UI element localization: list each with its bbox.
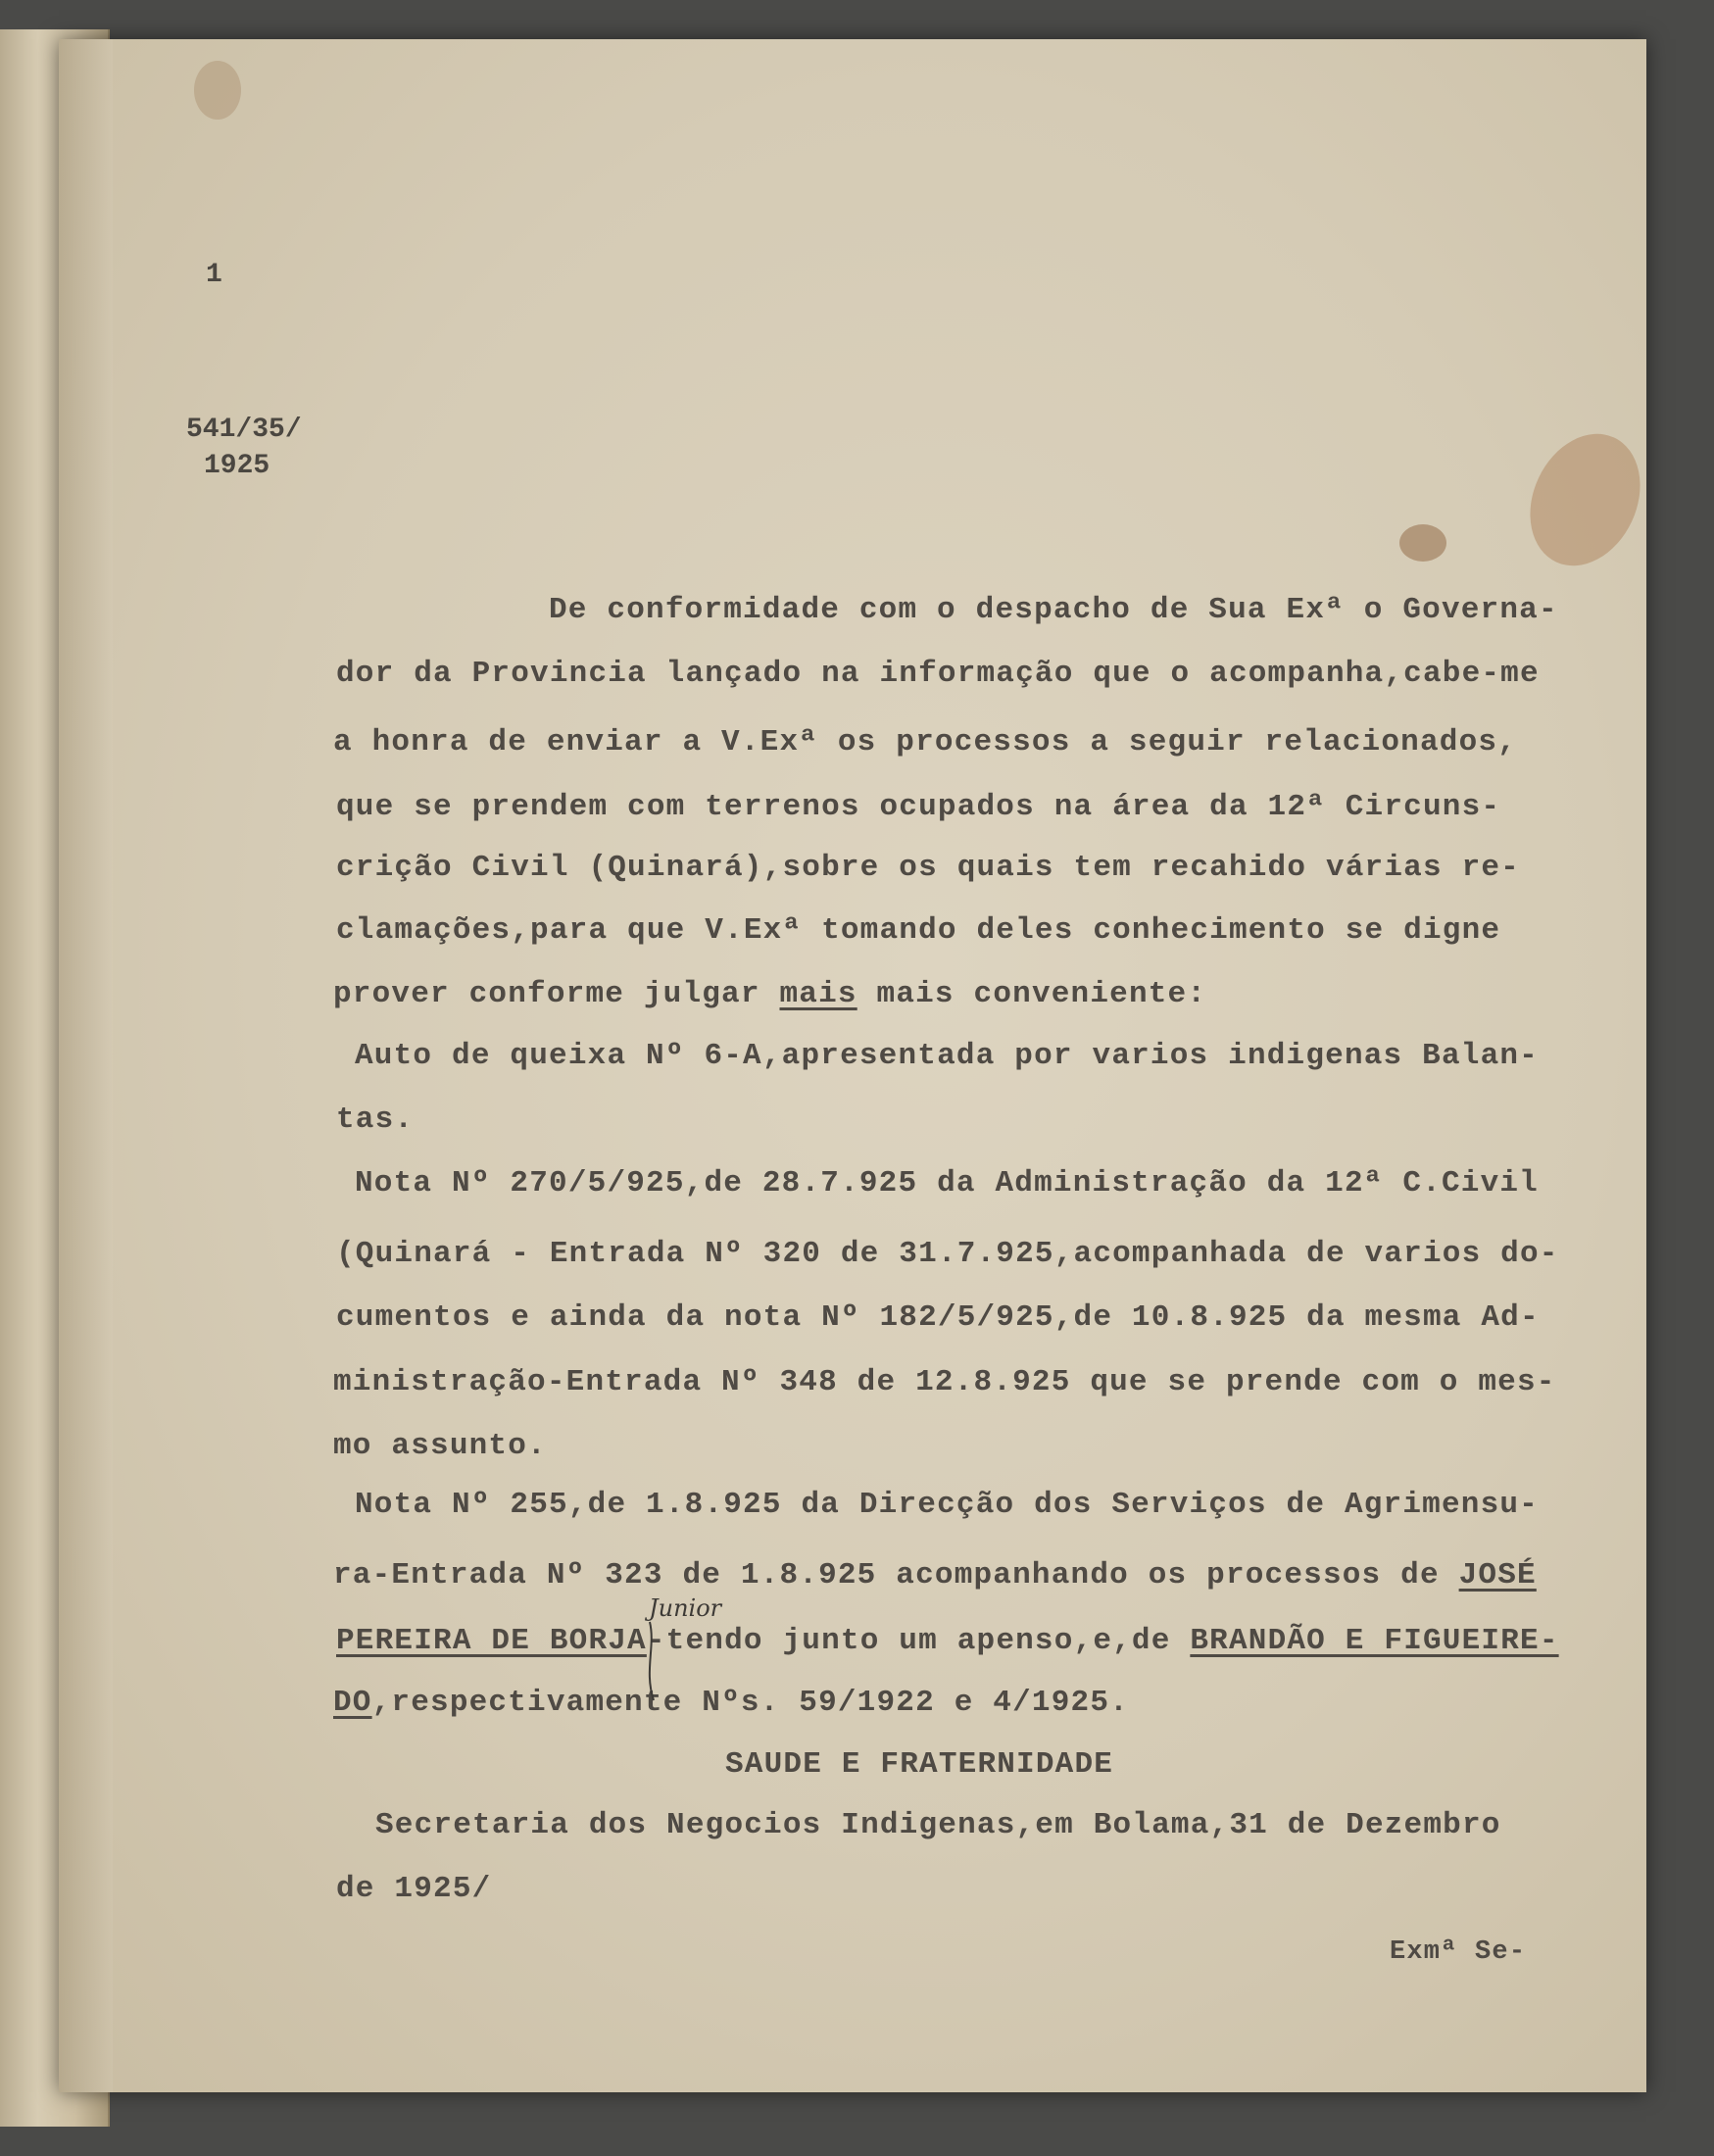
text-line [336, 1624, 1559, 1658]
stain-top-left [194, 61, 241, 120]
reference-year: 1925 [204, 451, 270, 481]
text-line: clamações,para que V.Exª tomando deles conhecimento se digne [336, 913, 1501, 948]
text-segment: -tendo junto um apenso,e,de [646, 1624, 1171, 1658]
text-line: mo assunto. [333, 1429, 547, 1463]
closing-salutation: SAUDE E FRATERNIDADE [725, 1747, 1114, 1782]
text-line: a honra de enviar a V.Exª os processos a seguir relacionados, [333, 725, 1517, 760]
catchword: Exmª Se- [1390, 1937, 1527, 1967]
handwritten-annotation: Junior [649, 1594, 722, 1622]
text-segment: mais conveniente: [876, 977, 1207, 1011]
text-line: que se prendem com terrenos ocupados na área da 12ª Circuns- [336, 790, 1501, 824]
underlined-name: PEREIRA DE BORJA [336, 1624, 647, 1658]
underlined-word: mais [779, 977, 857, 1011]
underlined-name: BRANDÃO E FIGUEIRE- [1190, 1624, 1559, 1658]
text-segment: ra-Entrada Nº 323 de 1.8.925 acompanhando os processos de [333, 1558, 1440, 1592]
text-line [333, 1686, 1129, 1720]
text-line [333, 1558, 1537, 1592]
list-item: Auto de queixa Nº 6-A,apresentada por varios indigenas Balan- [355, 1039, 1539, 1073]
page-number: 1 [206, 260, 222, 290]
text-line: De conformidade com o despacho de Sua Exª o Governa- [549, 593, 1558, 627]
text-segment: prover conforme julgar [333, 977, 760, 1011]
list-item: Nota Nº 255,de 1.8.925 da Direcção dos Serviços de Agrimensu- [355, 1488, 1539, 1522]
reference-number: 541/35/ [186, 415, 302, 445]
text-line: ministração-Entrada Nº 348 de 12.8.925 que se prende com o mes- [333, 1365, 1556, 1399]
text-line: (Quinará - Entrada Nº 320 de 31.7.925,acompanhada de varios do- [336, 1237, 1559, 1271]
page-fold-shadow [59, 39, 113, 2092]
text-line: cumentos e ainda da nota Nº 182/5/925,de 10.8.925 da mesma Ad- [336, 1300, 1540, 1335]
underlined-name: JOSÉ [1458, 1558, 1537, 1592]
text-segment: ,respectivamente Nºs. 59/1922 e 4/1925. [371, 1686, 1129, 1720]
handwritten-bracket [642, 1617, 671, 1705]
place-date-line: de 1925/ [336, 1872, 492, 1906]
text-line [333, 977, 1206, 1011]
text-line: tas. [336, 1102, 415, 1137]
text-line: crição Civil (Quinará),sobre os quais tem recahido várias re- [336, 851, 1520, 885]
list-item: Nota Nº 270/5/925,de 28.7.925 da Administração da 12ª C.Civil [355, 1166, 1539, 1200]
underlined-name: DO [333, 1686, 372, 1720]
text-line: dor da Provincia lançado na informação que o acompanha,cabe-me [336, 657, 1540, 691]
stain-spot [1399, 524, 1446, 562]
place-date-line: Secretaria dos Negocios Indigenas,em Bolama,31 de Dezembro [375, 1808, 1501, 1842]
